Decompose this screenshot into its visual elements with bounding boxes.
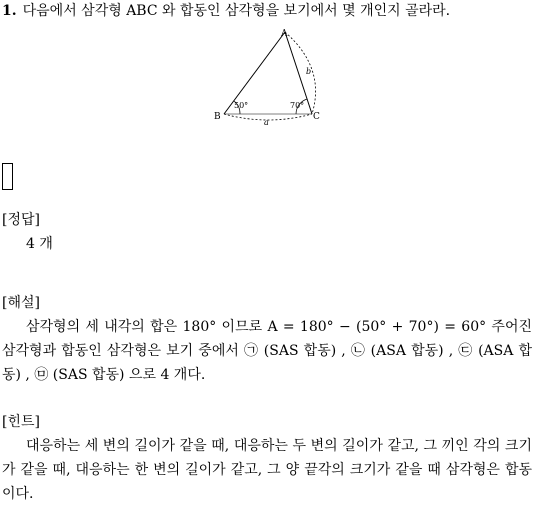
side-ac-label: b: [306, 67, 312, 76]
vertex-b-label: B: [214, 112, 221, 122]
hint-section: [2, 410, 532, 506]
explanation-section: [2, 291, 532, 387]
question-number: 1.: [2, 3, 17, 19]
angle-b-label: 50°: [234, 101, 249, 110]
answer-box[interactable]: [2, 163, 13, 190]
explanation-text: 삼각형의 세 내각의 합은 180° 이므로 A = 180° − (50° + 70°) = 60° 주어진 삼각형과 합동인 삼각형은 보기 중에서 ㉠ (SAS 합동) , ㉡ (ASA 합동) , ㉢ (ASA 합동) , ㉤ (SAS 합동) 으로 4 개다.: [2, 319, 532, 383]
vertex-c-label: C: [313, 112, 320, 122]
answer-value: 4 개: [26, 236, 53, 252]
question-text: 다음에서 삼각형 ABC 와 합동인 삼각형을 보기에서 몇 개인지 골라라.: [22, 3, 451, 19]
triangle-figure: [210, 22, 330, 132]
answer-section: [2, 208, 532, 256]
explanation-heading: [해설]: [2, 295, 40, 311]
angle-c-label: 70°: [290, 101, 305, 110]
side-bc-label: a: [264, 118, 269, 127]
vertex-a-label: A: [281, 29, 288, 39]
answer-heading: [정답]: [2, 212, 40, 228]
hint-heading: [힌트]: [2, 414, 40, 430]
hint-text: 대응하는 세 변의 길이가 같을 때, 대응하는 두 변의 길이가 같고, 그 끼인 각의 크기가 같을 때, 대응하는 한 변의 길이가 같고, 그 양 끝각의 크기가 같을 때 삼각형은 합동이다.: [2, 438, 532, 502]
question: [2, 2, 450, 20]
